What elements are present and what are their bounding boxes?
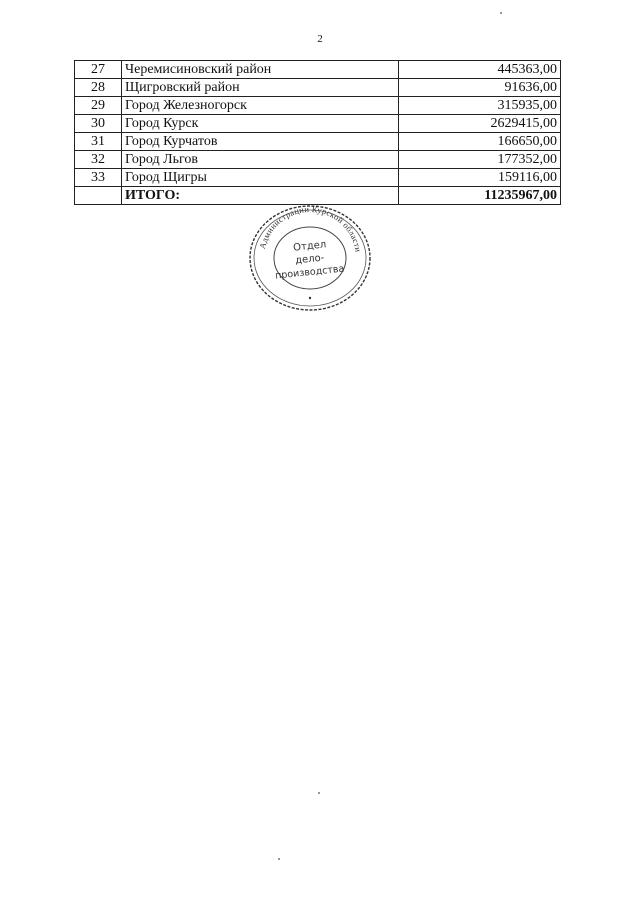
district-name: Щигровский район bbox=[122, 79, 399, 97]
district-name: Город Льгов bbox=[122, 151, 399, 169]
seal-ring-text: Администрации Курской области bbox=[256, 203, 364, 253]
row-number: 27 bbox=[75, 61, 122, 79]
table-row bbox=[75, 61, 561, 79]
total-label: ИТОГО: bbox=[122, 187, 399, 205]
row-number: 28 bbox=[75, 79, 122, 97]
scan-speck bbox=[278, 858, 280, 860]
district-name: Город Курск bbox=[122, 115, 399, 133]
amount-cell: 177352,00 bbox=[399, 151, 561, 169]
table-row bbox=[75, 97, 561, 115]
amount-cell: 91636,00 bbox=[399, 79, 561, 97]
total-amount: 11235967,00 bbox=[399, 187, 561, 205]
row-number: 29 bbox=[75, 97, 122, 115]
amount-cell: 2629415,00 bbox=[399, 115, 561, 133]
table-row bbox=[75, 115, 561, 133]
row-number: 32 bbox=[75, 151, 122, 169]
row-number: 33 bbox=[75, 169, 122, 187]
seal-center-line-1: Отдел bbox=[292, 239, 327, 254]
amount-cell: 166650,00 bbox=[399, 133, 561, 151]
scan-speck bbox=[500, 12, 502, 14]
district-name: Город Курчатов bbox=[122, 133, 399, 151]
table-row bbox=[75, 133, 561, 151]
district-name: Черемисиновский район bbox=[122, 61, 399, 79]
district-name: Город Щигры bbox=[122, 169, 399, 187]
summary-table bbox=[74, 60, 561, 205]
seal-graphic bbox=[246, 202, 374, 314]
table-row bbox=[75, 79, 561, 97]
row-number: 30 bbox=[75, 115, 122, 133]
total-empty-cell bbox=[75, 187, 122, 205]
amount-cell: 445363,00 bbox=[399, 61, 561, 79]
seal-center-line-2: дело- bbox=[294, 252, 325, 267]
page-number: 2 bbox=[317, 33, 323, 45]
table-row bbox=[75, 169, 561, 187]
amount-cell: 159116,00 bbox=[399, 169, 561, 187]
table-row bbox=[75, 151, 561, 169]
seal-center-line-3: производства bbox=[274, 263, 345, 282]
amount-cell: 315935,00 bbox=[399, 97, 561, 115]
scan-speck bbox=[318, 792, 320, 794]
department-seal-stamp bbox=[246, 202, 374, 314]
row-number: 31 bbox=[75, 133, 122, 151]
district-name: Город Железногорск bbox=[122, 97, 399, 115]
